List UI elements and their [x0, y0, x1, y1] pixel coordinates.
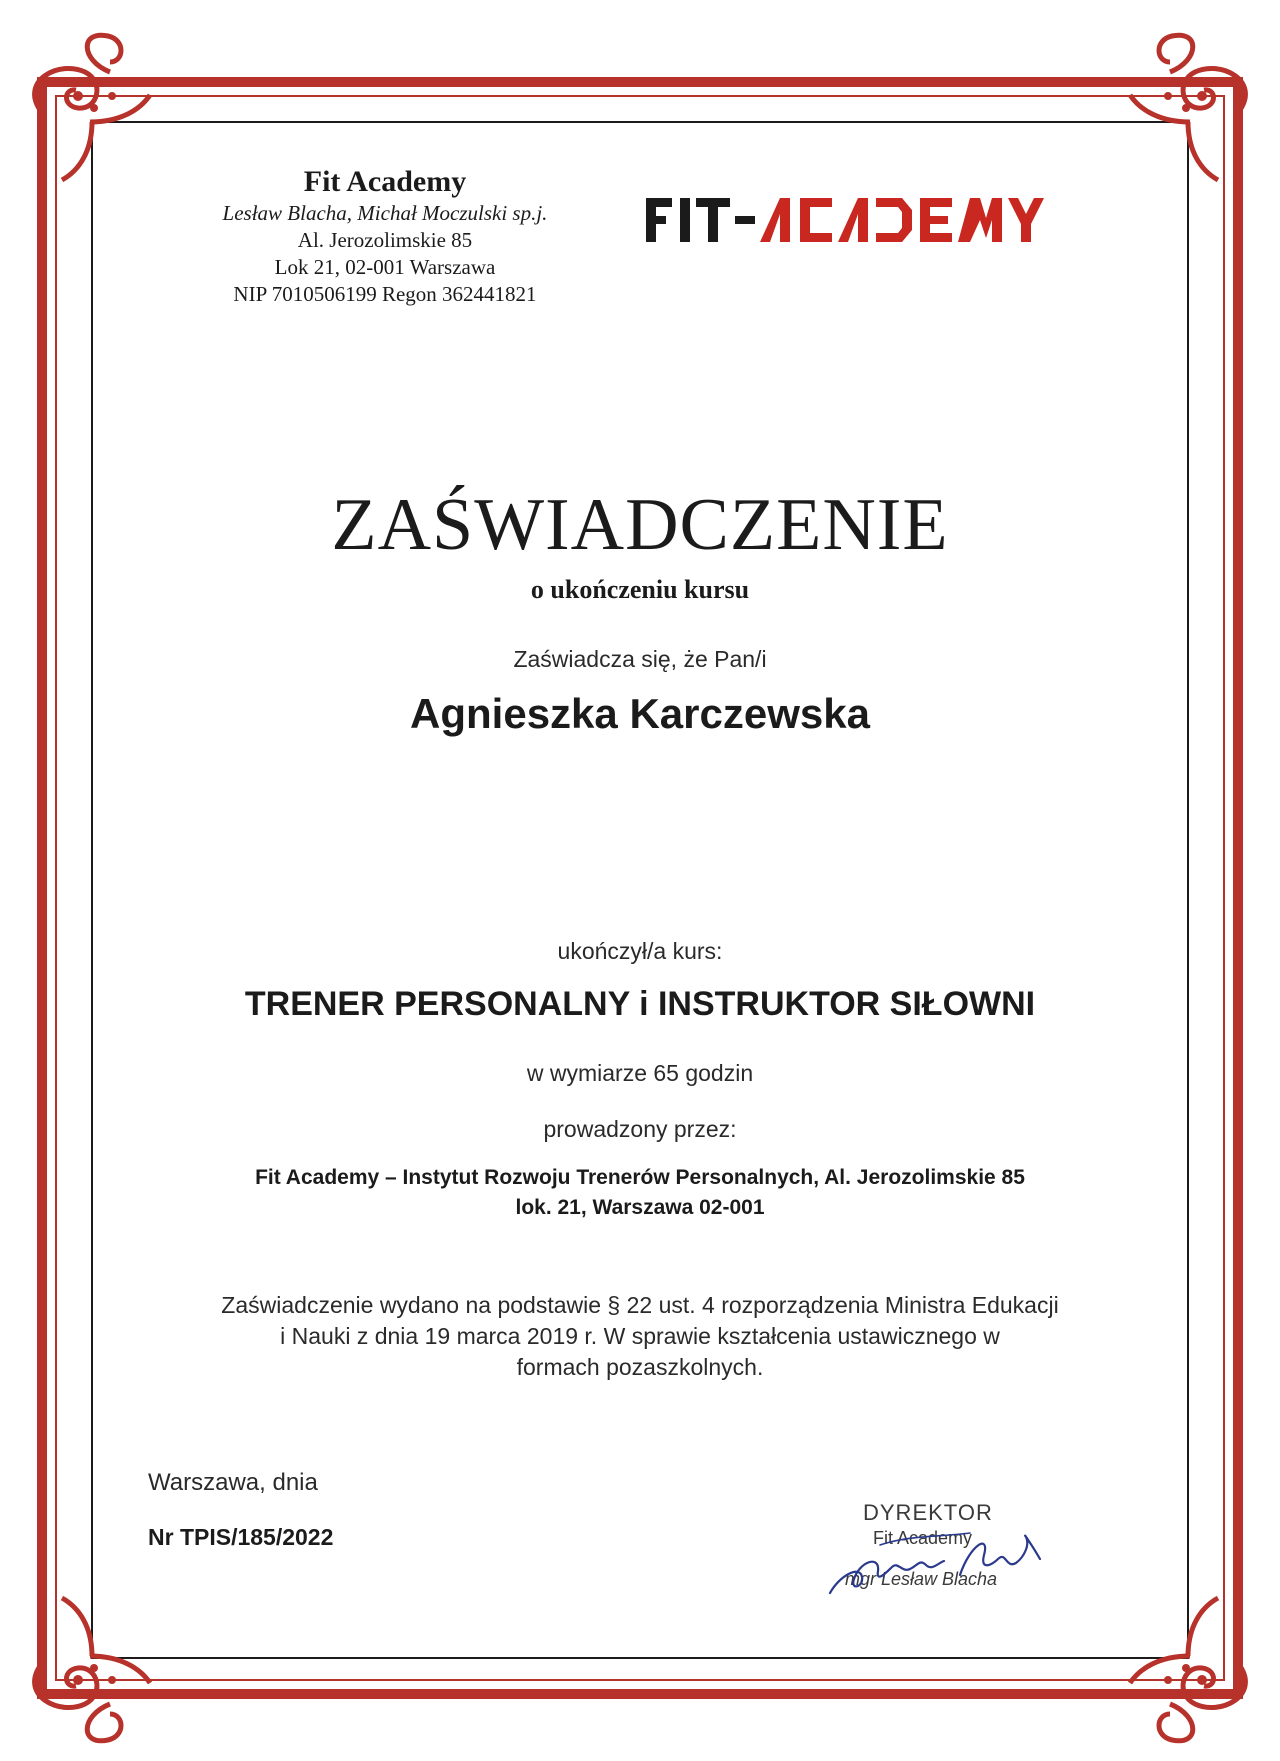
- legal-line-1: Zaświadczenie wydano na podstawie § 22 ust. 4 rozporządzenia Ministra Edukacji: [221, 1292, 1059, 1318]
- legal-basis: [0, 1290, 1280, 1383]
- issuer-unit-city: Lok 21, 02-001 Warszawa: [274, 255, 496, 279]
- course-hours: w wymiarze 65 godzin: [526, 1060, 754, 1086]
- intro-line: Zaświadcza się, że Pan/i: [513, 646, 767, 672]
- fit-academy-logo: [640, 180, 1050, 260]
- legal-line-3: formach pozaszkolnych.: [516, 1354, 764, 1380]
- stamp-organization: Fit Academy: [873, 1528, 973, 1548]
- issuer-name: Fit Academy: [303, 165, 467, 198]
- institute-line-1: Fit Academy – Instytut Rozwoju Trenerów Personalnych, Al. Jerozolimskie 85: [255, 1166, 1025, 1189]
- institute-line-2: lok. 21, Warszawa 02-001: [515, 1196, 765, 1219]
- issuer-registry: NIP 7010506199 Regon 362441821: [233, 282, 537, 306]
- issuer-block: [190, 164, 580, 308]
- issuer-street: Al. Jerozolimskie 85: [297, 228, 473, 252]
- stamp-person: mgr Lesław Blacha: [845, 1569, 998, 1589]
- completed-line: ukończył/a kurs:: [557, 938, 723, 964]
- institute-block: [0, 1163, 1280, 1223]
- stamp-title: DYREKTOR: [863, 1500, 993, 1525]
- conducted-by-label: prowadzony przez:: [543, 1116, 737, 1142]
- handwritten-signature: [820, 1515, 1060, 1605]
- certificate-number: Nr TPIS/185/2022: [148, 1524, 334, 1550]
- place-date: Warszawa, dnia: [148, 1469, 318, 1496]
- document-subtitle: o ukończeniu kursu: [530, 575, 750, 604]
- course-name: TRENER PERSONALNY i INSTRUKTOR SIŁOWNI: [244, 985, 1036, 1023]
- legal-line-2: i Nauki z dnia 19 marca 2019 r. W sprawie kształcenia ustawicznego w: [280, 1323, 1000, 1349]
- document-title: ZAŚWIADCZENIE: [331, 484, 949, 566]
- issuer-owners: Lesław Blacha, Michał Moczulski sp.j.: [222, 201, 548, 225]
- recipient-name: Agnieszka Karczewska: [410, 690, 870, 737]
